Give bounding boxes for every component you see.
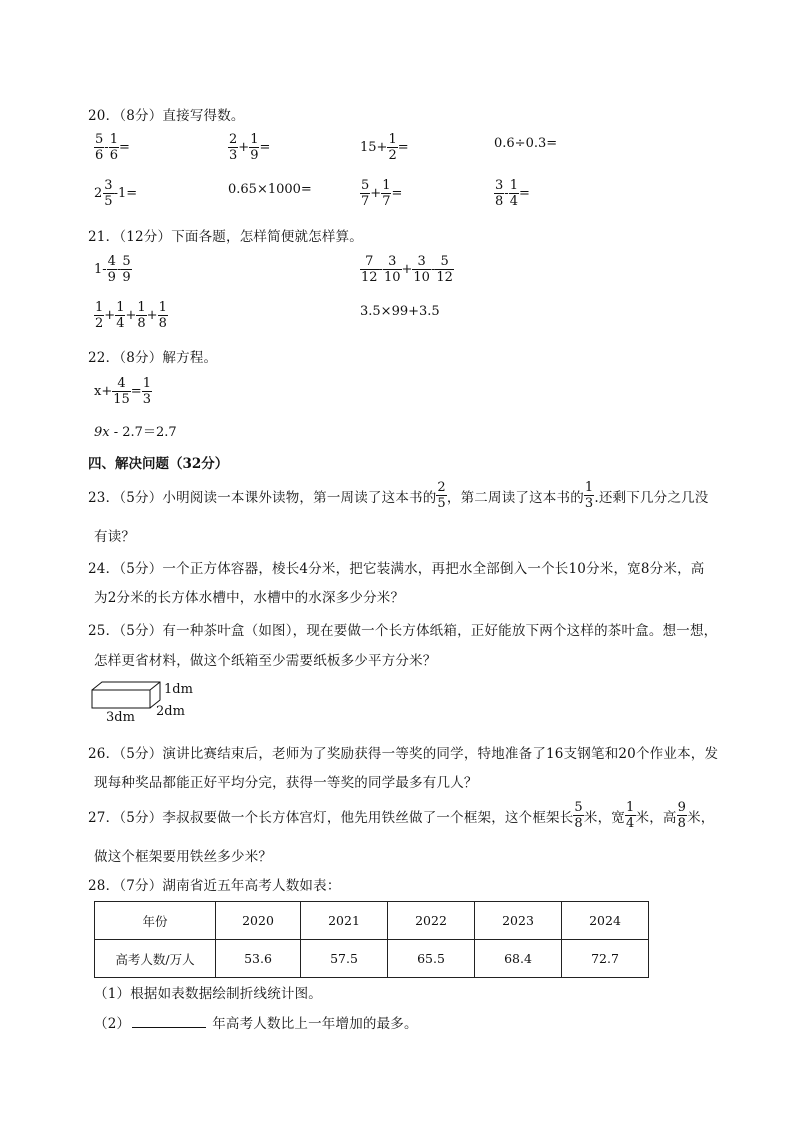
tea-box-width-label: 2dm bbox=[156, 704, 185, 719]
q28-title: 28．（7分）湖南省近五年高考人数如表： bbox=[88, 878, 341, 894]
q23-text: 23．（5分）小明阅读一本课外读物，第一周读了这本书的 2 5 ，第二周读了这本书的 1 3 .还剩下几分之几没 bbox=[88, 480, 709, 511]
table-cell: 2023 bbox=[475, 902, 562, 940]
table-cell: 2022 bbox=[388, 902, 475, 940]
q21-expr-3: 1 2 + $\frac{1}{4}$ + $\frac{1}{8}$ + $\frac{1}{8}$ bbox=[95, 300, 167, 331]
q21-expr-2: 7 12 - 3 10 + $\frac{3}{10}$ - 5 12 bbox=[361, 254, 453, 285]
q20-expr-7: 5 7 + $\frac{1}{7}$ = bbox=[361, 178, 403, 209]
q22-title: 22．（8分）解方程。 bbox=[88, 350, 218, 366]
table-header-row bbox=[95, 902, 649, 940]
table-row bbox=[95, 940, 649, 978]
q26-text-line1: 26．（5分）演讲比赛结束后，老师为了奖励获得一等奖的同学，特地准备了16支钢笔和20个作业本，发 bbox=[88, 746, 719, 762]
q22-equation-1: x+ $\frac{4}{15}$ = $\frac{1}{3}$ bbox=[94, 376, 151, 407]
table-cell: 2020 bbox=[216, 902, 301, 940]
table-cell: 53.6 bbox=[216, 940, 301, 978]
q24-text-line1: 24．（5分）一个正方体容器，棱长4分米，把它装满水，再把水全部倒入一个长10分米，宽8分米，高 bbox=[88, 561, 705, 577]
table-cell: 2021 bbox=[301, 902, 388, 940]
q24-text-line2: 为2分米的长方体水槽中，水槽中的水深多少分米？ bbox=[94, 590, 405, 606]
q26-text-line2: 现每种奖品都能正好平均分完，获得一等奖的同学最多有几人？ bbox=[94, 775, 478, 791]
q28-sub1: （1）根据如表数据绘制折线统计图。 bbox=[94, 986, 322, 1002]
q21-expr-4: 3.5×99+3.5 bbox=[360, 304, 440, 319]
q23-text-line2: 有读？ bbox=[94, 529, 136, 545]
q20-title: 20．（8分）直接写得数。 bbox=[88, 108, 245, 124]
table-cell: 72.7 bbox=[562, 940, 649, 978]
table-cell: 高考人数/万人 bbox=[95, 940, 216, 978]
q20-expr-8: 3 8 - $\frac{1}{4}$ = bbox=[495, 178, 530, 209]
exam-takers-table bbox=[94, 901, 649, 978]
tea-box-height-label: 1dm bbox=[164, 682, 193, 697]
q22-equation-2: 9x - 2.7＝2.7 bbox=[94, 425, 177, 440]
section-4-heading: 四、解决问题（32分） bbox=[88, 456, 229, 472]
q20-expr-2: 2 3 + $\frac{1}{9}$ = bbox=[229, 132, 271, 163]
table-cell: 65.5 bbox=[388, 940, 475, 978]
q21-title: 21．（12分）下面各题，怎样简便就怎样算。 bbox=[88, 229, 364, 245]
q20-expr-4: 0.6÷0.3= bbox=[494, 136, 558, 151]
q28-sub2: （2） 年高考人数比上一年增加的最多。 bbox=[94, 1016, 418, 1032]
q20-expr-3: 15+ $\frac{1}{2}$ = bbox=[360, 132, 409, 163]
q20-expr-6: 0.65×1000= bbox=[228, 182, 312, 197]
q27-text-line2: 做这个框架要用铁丝多少米？ bbox=[94, 849, 273, 865]
q25-text-line2: 怎样更省材料，做这个纸箱至少需要纸板多少平方分米？ bbox=[94, 653, 437, 669]
table-cell: 2024 bbox=[562, 902, 649, 940]
q21-expr-1: 1- 4 9 - 5 9 bbox=[94, 254, 131, 285]
q27-text: 27．（5分）李叔叔要做一个长方体宫灯，他先用铁丝做了一个框架，这个框架长 5 8 米，宽 1 4 米，高 9 8 米， bbox=[88, 800, 715, 831]
q20-expr-1: 5 6 - $\frac{1}{6}$ = bbox=[95, 132, 130, 163]
q20-expr-5: 2 3 5 -1= bbox=[94, 178, 138, 209]
table-cell: 年份 bbox=[95, 902, 216, 940]
table-cell: 57.5 bbox=[301, 940, 388, 978]
tea-box-length-label: 3dm bbox=[106, 710, 135, 725]
table-cell: 68.4 bbox=[475, 940, 562, 978]
q25-text-line1: 25．（5分）有一种茶叶盒（如图），现在要做一个长方体纸箱，正好能放下两个这样的茶叶盒。想一想， bbox=[88, 623, 718, 639]
answer-blank[interactable] bbox=[132, 1015, 206, 1028]
